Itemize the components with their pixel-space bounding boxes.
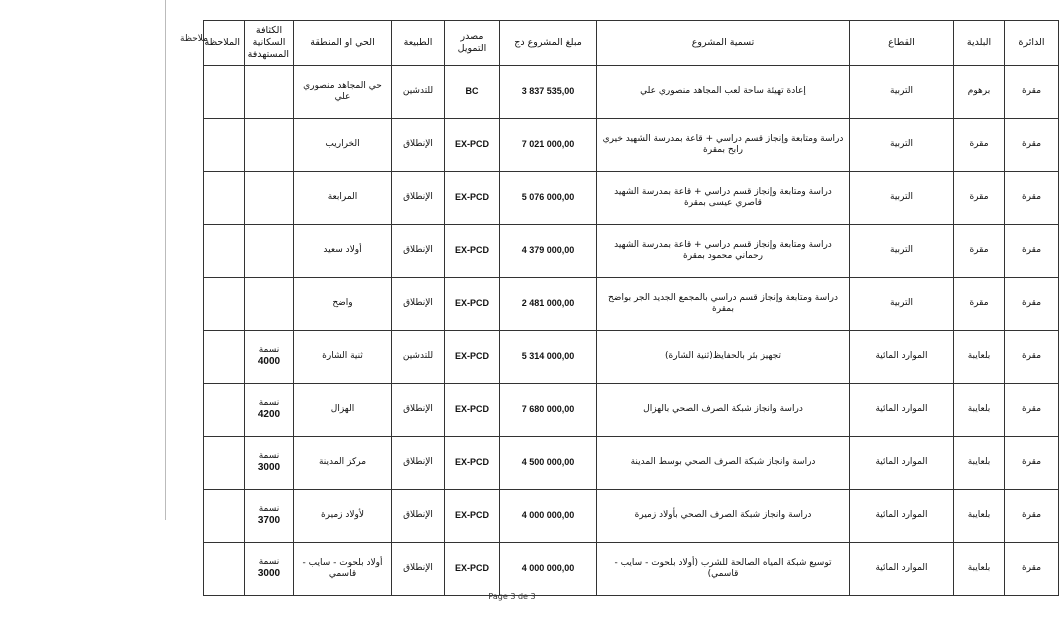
cell-nature: الإنطلاق bbox=[392, 384, 445, 437]
cell-population bbox=[245, 172, 294, 225]
scan-edge-line bbox=[165, 0, 166, 520]
cell-population bbox=[245, 225, 294, 278]
cell-amount: 4 500 000,00 bbox=[500, 437, 597, 490]
cell-remarks bbox=[204, 437, 245, 490]
cell-amount: 4 379 000,00 bbox=[500, 225, 597, 278]
cell-project-name: تجهيز بئر بالحفايظ(ثنية الشارة) bbox=[597, 331, 850, 384]
cell-nature: الإنطلاق bbox=[392, 490, 445, 543]
cell-sector: التربية bbox=[850, 66, 954, 119]
cell-sector: التربية bbox=[850, 278, 954, 331]
population-unit: نسمة bbox=[258, 451, 280, 462]
cell-district: أولاد سعيد bbox=[294, 225, 392, 278]
cell-daira: مقرة bbox=[1005, 384, 1059, 437]
cell-district: حي المجاهد منصوري علي bbox=[294, 66, 392, 119]
cell-remarks bbox=[204, 384, 245, 437]
cell-commune: برهوم bbox=[954, 66, 1005, 119]
cell-funding: EX-PCD bbox=[445, 225, 500, 278]
cell-commune: بلعايبة bbox=[954, 543, 1005, 596]
population-unit: نسمة bbox=[258, 504, 280, 515]
cell-daira: مقرة bbox=[1005, 225, 1059, 278]
cell-daira: مقرة bbox=[1005, 66, 1059, 119]
cell-sector: التربية bbox=[850, 119, 954, 172]
cell-project-name: دراسة ومتابعة وإنجاز قسم دراسي بالمجمع الجديد الجر بواضح بمقرة bbox=[597, 278, 850, 331]
page-footer: Page 3 de 3 bbox=[488, 592, 536, 601]
cell-nature: للتدشين bbox=[392, 331, 445, 384]
population-value: 4200 bbox=[257, 409, 281, 421]
population-value: 3000 bbox=[257, 568, 281, 580]
cell-amount: 5 076 000,00 bbox=[500, 172, 597, 225]
cell-sector: التربية bbox=[850, 225, 954, 278]
cell-district: ثنية الشارة bbox=[294, 331, 392, 384]
cell-amount: 4 000 000,00 bbox=[500, 543, 597, 596]
header-amount: مبلغ المشروع دج bbox=[500, 21, 597, 66]
header-district: الحي او المنطقة bbox=[294, 21, 392, 66]
cell-daira: مقرة bbox=[1005, 331, 1059, 384]
cell-population bbox=[245, 437, 294, 490]
cell-project-name: توسيع شبكة المياه الصالحة للشرب (أولاد بلحوت - سايب - قاسمي) bbox=[597, 543, 850, 596]
cell-district: لأولاد زميرة bbox=[294, 490, 392, 543]
cell-funding: EX-PCD bbox=[445, 543, 500, 596]
cell-sector: الموارد المائية bbox=[850, 490, 954, 543]
population-unit: نسمة bbox=[258, 398, 280, 409]
cell-sector: التربية bbox=[850, 172, 954, 225]
cell-funding: EX-PCD bbox=[445, 490, 500, 543]
table-row bbox=[204, 278, 1059, 331]
cell-funding: EX-PCD bbox=[445, 437, 500, 490]
cell-project-name: دراسة وانجاز شبكة الصرف الصحي بوسط المدينة bbox=[597, 437, 850, 490]
cell-amount: 5 314 000,00 bbox=[500, 331, 597, 384]
cell-amount: 7 021 000,00 bbox=[500, 119, 597, 172]
cell-funding: EX-PCD bbox=[445, 278, 500, 331]
cell-daira: مقرة bbox=[1005, 278, 1059, 331]
cell-district: المرابعة bbox=[294, 172, 392, 225]
header-nature: الطبيعة bbox=[392, 21, 445, 66]
header-project-name: تسمية المشروع bbox=[597, 21, 850, 66]
table-row bbox=[204, 437, 1059, 490]
cell-commune: مقرة bbox=[954, 172, 1005, 225]
cell-sector: الموارد المائية bbox=[850, 331, 954, 384]
cell-nature: للتدشين bbox=[392, 66, 445, 119]
header-remarks: الملاحظة bbox=[204, 21, 245, 66]
table-row bbox=[204, 331, 1059, 384]
cell-district: مركز المدينة bbox=[294, 437, 392, 490]
cell-amount: 4 000 000,00 bbox=[500, 490, 597, 543]
header-funding: مصدر التمويل bbox=[445, 21, 500, 66]
cell-nature: الإنطلاق bbox=[392, 278, 445, 331]
cell-project-name: إعادة تهيئة ساحة لعب المجاهد منصوري علي bbox=[597, 66, 850, 119]
cell-amount: 7 680 000,00 bbox=[500, 384, 597, 437]
cell-project-name: دراسة ومتابعة وإنجاز قسم دراسي + قاعة بمدرسة الشهيد قاصري عيسى بمقرة bbox=[597, 172, 850, 225]
header-row bbox=[204, 21, 1059, 66]
cell-amount: 3 837 535,00 bbox=[500, 66, 597, 119]
cell-remarks bbox=[204, 331, 245, 384]
cell-daira: مقرة bbox=[1005, 437, 1059, 490]
cell-population bbox=[245, 543, 294, 596]
cell-sector: الموارد المائية bbox=[850, 437, 954, 490]
cell-district: أولاد بلحوت - سايب - قاسمي bbox=[294, 543, 392, 596]
cell-funding: EX-PCD bbox=[445, 331, 500, 384]
table-row bbox=[204, 119, 1059, 172]
cell-sector: الموارد المائية bbox=[850, 543, 954, 596]
cell-district: الهزال bbox=[294, 384, 392, 437]
header-commune: البلدية bbox=[954, 21, 1005, 66]
cell-sector: الموارد المائية bbox=[850, 384, 954, 437]
cell-commune: بلعايبة bbox=[954, 384, 1005, 437]
cell-remarks bbox=[204, 119, 245, 172]
side-note: ملاحظة bbox=[180, 34, 208, 44]
table-row bbox=[204, 225, 1059, 278]
population-unit: نسمة bbox=[258, 345, 280, 356]
table-row bbox=[204, 543, 1059, 596]
cell-funding: BC bbox=[445, 66, 500, 119]
cell-commune: مقرة bbox=[954, 225, 1005, 278]
cell-population bbox=[245, 384, 294, 437]
header-daira: الدائرة bbox=[1005, 21, 1059, 66]
projects-table bbox=[203, 20, 1059, 596]
header-sector: القطاع bbox=[850, 21, 954, 66]
table-row bbox=[204, 172, 1059, 225]
cell-commune: بلعايبة bbox=[954, 331, 1005, 384]
cell-remarks bbox=[204, 172, 245, 225]
cell-population bbox=[245, 490, 294, 543]
cell-nature: الإنطلاق bbox=[392, 119, 445, 172]
cell-amount: 2 481 000,00 bbox=[500, 278, 597, 331]
table-row bbox=[204, 490, 1059, 543]
cell-project-name: دراسة ومتابعة وإنجاز قسم دراسي + قاعة بمدرسة الشهيد رحماني محمود بمقرة bbox=[597, 225, 850, 278]
cell-remarks bbox=[204, 490, 245, 543]
cell-nature: الإنطلاق bbox=[392, 172, 445, 225]
cell-remarks bbox=[204, 66, 245, 119]
cell-population bbox=[245, 66, 294, 119]
cell-project-name: دراسة وانجاز شبكة الصرف الصحي بأولاد زميرة bbox=[597, 490, 850, 543]
cell-daira: مقرة bbox=[1005, 490, 1059, 543]
cell-population bbox=[245, 331, 294, 384]
cell-nature: الإنطلاق bbox=[392, 543, 445, 596]
cell-commune: بلعايبة bbox=[954, 437, 1005, 490]
cell-remarks bbox=[204, 278, 245, 331]
cell-nature: الإنطلاق bbox=[392, 437, 445, 490]
cell-daira: مقرة bbox=[1005, 543, 1059, 596]
cell-commune: مقرة bbox=[954, 278, 1005, 331]
cell-daira: مقرة bbox=[1005, 119, 1059, 172]
cell-population bbox=[245, 278, 294, 331]
population-unit: نسمة bbox=[258, 557, 280, 568]
population-value: 4000 bbox=[257, 356, 281, 368]
cell-nature: الإنطلاق bbox=[392, 225, 445, 278]
cell-district: الخراريب bbox=[294, 119, 392, 172]
cell-commune: بلعايبة bbox=[954, 490, 1005, 543]
population-value: 3000 bbox=[257, 462, 281, 474]
cell-daira: مقرة bbox=[1005, 172, 1059, 225]
cell-funding: EX-PCD bbox=[445, 172, 500, 225]
cell-remarks bbox=[204, 225, 245, 278]
cell-commune: مقرة bbox=[954, 119, 1005, 172]
header-population: الكثافة السكانية المستهدفة bbox=[245, 21, 294, 66]
table-row bbox=[204, 384, 1059, 437]
cell-funding: EX-PCD bbox=[445, 384, 500, 437]
cell-project-name: دراسة وانجاز شبكة الصرف الصحي بالهزال bbox=[597, 384, 850, 437]
cell-remarks bbox=[204, 543, 245, 596]
cell-project-name: دراسة ومتابعة وإنجاز قسم دراسي + قاعة بمدرسة الشهيد خيري رابح بمقرة bbox=[597, 119, 850, 172]
population-value: 3700 bbox=[257, 515, 281, 527]
cell-district: واضح bbox=[294, 278, 392, 331]
cell-funding: EX-PCD bbox=[445, 119, 500, 172]
table-row bbox=[204, 66, 1059, 119]
cell-population bbox=[245, 119, 294, 172]
